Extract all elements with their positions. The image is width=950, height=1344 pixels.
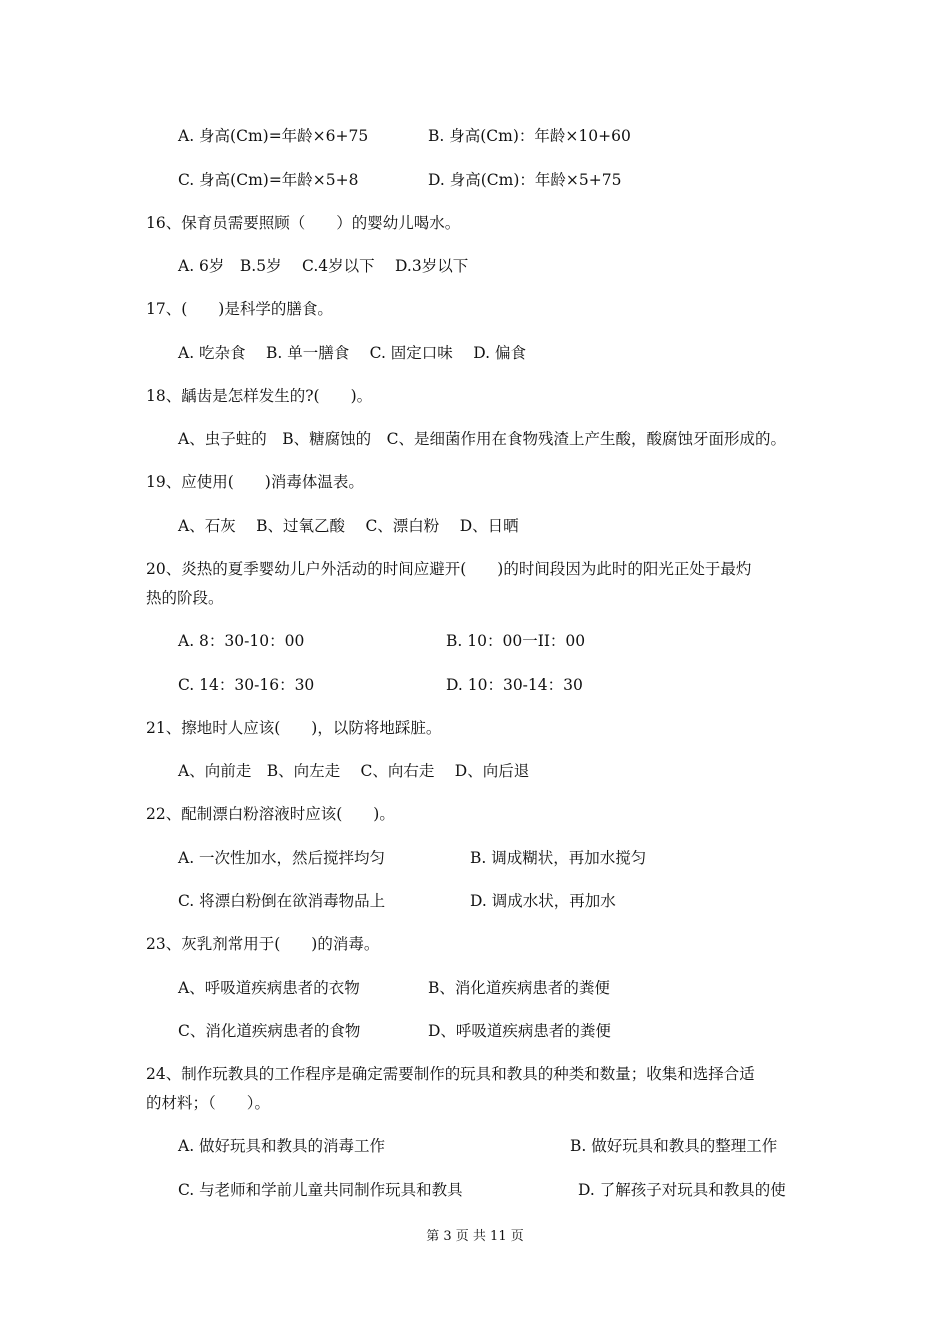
question-18: 18、龋齿是怎样发生的?( )。 xyxy=(146,387,373,405)
question-17: 17、( )是科学的膳食。 xyxy=(146,300,333,318)
q23-option-b: B、消化道疾病患者的粪便 xyxy=(428,979,610,997)
question-23: 23、灰乳剂常用于( )的消毒。 xyxy=(146,935,380,953)
q19-options: A、石灰 B、过氧乙酸 C、漂白粉 D、日晒 xyxy=(178,517,519,535)
q17-options: A. 吃杂食 B. 单一膳食 C. 固定口味 D. 偏食 xyxy=(178,344,526,362)
q24-option-b: B. 做好玩具和教具的整理工作 xyxy=(570,1137,778,1155)
q18-options: A、虫子蛀的 B、糖腐蚀的 C、是细菌作用在食物残渣上产生酸，酸腐蚀牙面形成的。 xyxy=(178,430,786,448)
question-20: 20、炎热的夏季婴幼儿户外活动的时间应避开( )的时间段因为此时的阳光正处于最灼 xyxy=(146,560,752,578)
question-20-cont: 热的阶段。 xyxy=(146,589,224,607)
question-21: 21、擦地时人应该( )，以防将地踩脏。 xyxy=(146,719,442,737)
q20-option-a: A. 8：30-10：00 xyxy=(178,632,305,650)
q23-option-c: C、消化道疾病患者的食物 xyxy=(178,1022,361,1040)
q15-option-a: A. 身高(Cm)=年龄×6+75 xyxy=(178,127,369,145)
q15-option-c: C. 身高(Cm)=年龄×5+8 xyxy=(178,171,359,189)
q22-option-b: B. 调成糊状，再加水搅匀 xyxy=(470,849,647,867)
question-16: 16、保育员需要照顾（ ）的婴幼儿喝水。 xyxy=(146,214,461,232)
q20-option-b: B. 10：00一II：00 xyxy=(446,632,586,650)
q15-option-d: D. 身高(Cm)：年龄×5+75 xyxy=(428,171,622,189)
q20-option-d: D. 10：30-14：30 xyxy=(446,676,583,694)
question-22: 22、配制漂白粉溶液时应该( )。 xyxy=(146,805,395,823)
q16-options: A. 6岁 B.5岁 C.4岁以下 D.3岁以下 xyxy=(178,257,469,275)
q22-option-a: A. 一次性加水，然后搅拌均匀 xyxy=(178,849,386,867)
q23-option-d: D、呼吸道疾病患者的粪便 xyxy=(428,1022,611,1040)
q23-option-a: A、呼吸道疾病患者的衣物 xyxy=(178,979,360,997)
q21-options: A、向前走 B、向左走 C、向右走 D、向后退 xyxy=(178,762,530,780)
q22-option-d: D. 调成水状，再加水 xyxy=(470,892,616,910)
q24-option-c: C. 与老师和学前儿童共同制作玩具和教具 xyxy=(178,1181,463,1199)
q22-option-c: C. 将漂白粉倒在欲消毒物品上 xyxy=(178,892,386,910)
q24-option-a: A. 做好玩具和教具的消毒工作 xyxy=(178,1137,386,1155)
q24-option-d: D. 了解孩子对玩具和教具的使 xyxy=(578,1181,786,1199)
question-19: 19、应使用( )消毒体温表。 xyxy=(146,473,364,491)
question-24: 24、制作玩教具的工作程序是确定需要制作的玩具和教具的种类和数量；收集和选择合适 xyxy=(146,1065,755,1083)
q20-option-c: C. 14：30-16：30 xyxy=(178,676,315,694)
q15-option-b: B. 身高(Cm)：年龄×10+60 xyxy=(428,127,631,145)
question-24-cont: 的材料；（ ）。 xyxy=(146,1094,271,1112)
page-number: 第 3 页 共 11 页 xyxy=(426,1229,524,1244)
